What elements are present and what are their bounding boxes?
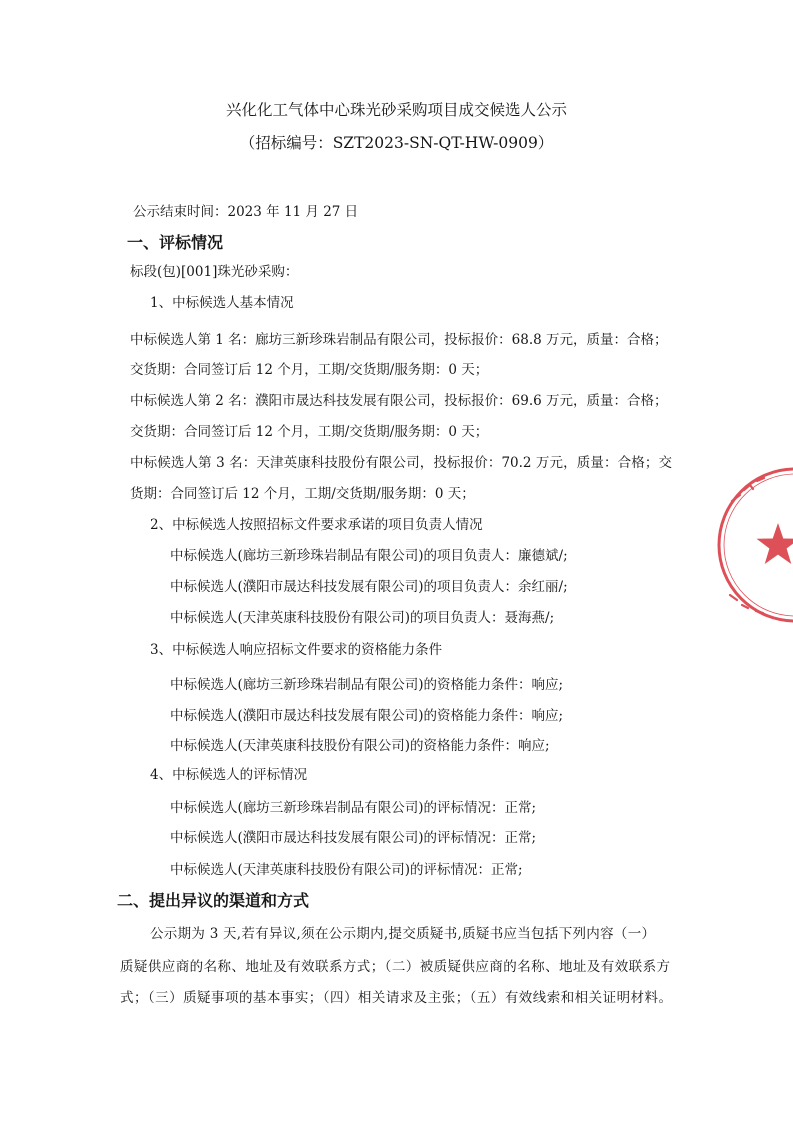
tender-number: （招标编号：SZT2023-SN-QT-HW-0909） xyxy=(239,134,554,152)
seal-stamp xyxy=(700,455,793,640)
qualification-line: 中标候选人(廊坊三新珍珠岩制品有限公司)的资格能力条件：响应; xyxy=(170,677,564,693)
objection-paragraph-line: 质疑供应商的名称、地址及有效联系方式；（二）被质疑供应商的名称、地址及有效联系方 xyxy=(120,959,670,975)
subheading-project-managers: 2、中标候选人按照招标文件要求承诺的项目负责人情况 xyxy=(150,517,483,533)
lot-label: 标段(包)[001]珠光砂采购： xyxy=(130,264,299,280)
candidate-line: 中标候选人第 1 名：廊坊三新珍珠岩制品有限公司，投标报价：68.8 万元，质量：合格； xyxy=(130,332,668,348)
manager-line: 中标候选人(廊坊三新珍珠岩制品有限公司)的项目负责人：廉德斌/; xyxy=(170,548,568,564)
qualification-line: 中标候选人(天津英康科技股份有限公司)的资格能力条件：响应; xyxy=(170,738,550,754)
subheading-basic-info: 1、中标候选人基本情况 xyxy=(150,295,294,311)
candidate-line: 交货期：合同签订后 12 个月，工期/交货期/服务期：0 天； xyxy=(130,424,489,440)
evaluation-line: 中标候选人(天津英康科技股份有限公司)的评标情况：正常; xyxy=(170,862,523,878)
notice-end-time: 公示结束时间：2023 年 11 月 27 日 xyxy=(133,204,359,220)
manager-line: 中标候选人(天津英康科技股份有限公司)的项目负责人：聂海燕/; xyxy=(170,610,555,626)
manager-line: 中标候选人(濮阳市晟达科技发展有限公司)的项目负责人：余红丽/; xyxy=(170,579,568,595)
qualification-line: 中标候选人(濮阳市晟达科技发展有限公司)的资格能力条件：响应; xyxy=(170,708,564,724)
section-heading-objection: 二、提出异议的渠道和方式 xyxy=(117,891,310,910)
section-heading-evaluation: 一、评标情况 xyxy=(127,233,224,252)
candidate-line: 中标候选人第 2 名：濮阳市晟达科技发展有限公司，投标报价：69.6 万元，质量：合格； xyxy=(130,393,668,409)
objection-paragraph-line: 公示期为 3 天,若有异议,须在公示期内,提交质疑书,质疑书应当包括下列内容（一） xyxy=(150,926,655,942)
subheading-qualification: 3、中标候选人响应招标文件要求的资格能力条件 xyxy=(150,642,443,658)
seal-stamp-graphic xyxy=(700,455,793,640)
candidate-line: 货期：合同签订后 12 个月，工期/交货期/服务期：0 天； xyxy=(130,486,475,502)
document-title: 兴化化工气体中心珠光砂采购项目成交候选人公示 xyxy=(225,101,567,119)
evaluation-line: 中标候选人(濮阳市晟达科技发展有限公司)的评标情况：正常; xyxy=(170,830,537,846)
star-icon xyxy=(757,523,793,564)
subheading-evaluation: 4、中标候选人的评标情况 xyxy=(150,767,308,783)
evaluation-line: 中标候选人(廊坊三新珍珠岩制品有限公司)的评标情况：正常; xyxy=(170,800,537,816)
candidate-line: 交货期：合同签订后 12 个月，工期/交货期/服务期：0 天； xyxy=(130,362,489,378)
objection-paragraph-line: 式；（三）质疑事项的基本事实；（四）相关请求及主张；（五）有效线索和相关证明材料。 xyxy=(120,990,672,1006)
candidate-line: 中标候选人第 3 名：天津英康科技股份有限公司，投标报价：70.2 万元，质量：合格；交 xyxy=(130,455,672,471)
